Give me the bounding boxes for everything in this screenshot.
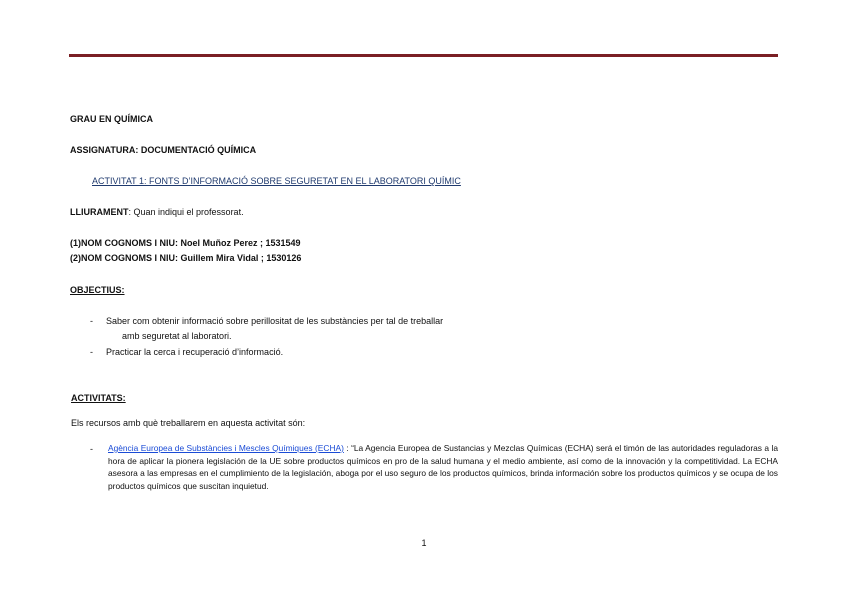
degree-line: GRAU EN QUÍMICA (70, 114, 153, 124)
bullet-marker: - (90, 444, 93, 454)
bullet-marker: - (90, 347, 93, 357)
student-1-line (70, 237, 301, 249)
activity-title: ACTIVITAT 1: FONTS D’INFORMACIÓ SOBRE SEGURETAT EN EL LABORATORI QUÍMIC (92, 176, 461, 186)
page-number: 1 (421, 538, 427, 548)
echa-link[interactable]: Agència Europea de Substàncies i Mescles Químiques (ECHA) (108, 443, 344, 453)
objective-1-line2: amb seguretat al laboratori. (122, 331, 232, 341)
activities-heading: ACTIVITATS: (71, 393, 126, 403)
header-rule (69, 54, 778, 57)
delivery-label: LLIURAMENT (70, 207, 129, 217)
resource-echa (108, 442, 778, 492)
bullet-marker: - (90, 316, 93, 326)
objective-1-line1: Saber com obtenir informació sobre perillositat de les substàncies per tal de treballar (106, 316, 444, 326)
activities-intro: Els recursos amb què treballarem en aquesta activitat són: (71, 418, 306, 428)
delivery-line (70, 206, 244, 218)
student-2-line (70, 252, 301, 264)
subject-line: ASSIGNATURA: DOCUMENTACIÓ QUÍMICA (70, 145, 257, 155)
student-2-value: Guillem Mira Vidal ; 1530126 (180, 253, 302, 263)
objective-2-line1: Practicar la cerca i recuperació d’informació. (106, 347, 284, 357)
delivery-value: : Quan indiqui el professorat. (128, 207, 244, 217)
student-1-label: (1)NOM COGNOMS I NIU: (70, 238, 181, 248)
student-1-value: Noel Muñoz Perez ; 1531549 (180, 238, 301, 248)
echa-description: : “La Agencia Europea de Sustancias y Mezclas Químicas (ECHA) será el timón de las autoridades reguladoras a la hora de aplicar la pionera legislación de la UE sobre productos químicos en pro de la salud humana y el medio ambiente, así como de la innovación y la competitividad. La ECHA asesora a las empresas en el cumplimiento de la legislación, aboga por el uso seguro de los productos químicos, brinda información sobre los productos químicos y se ocupa de los productos químicos que suscitan inquietud. (108, 443, 779, 491)
student-2-label: (2)NOM COGNOMS I NIU: (70, 253, 181, 263)
objectives-heading: OBJECTIUS: (70, 285, 125, 295)
